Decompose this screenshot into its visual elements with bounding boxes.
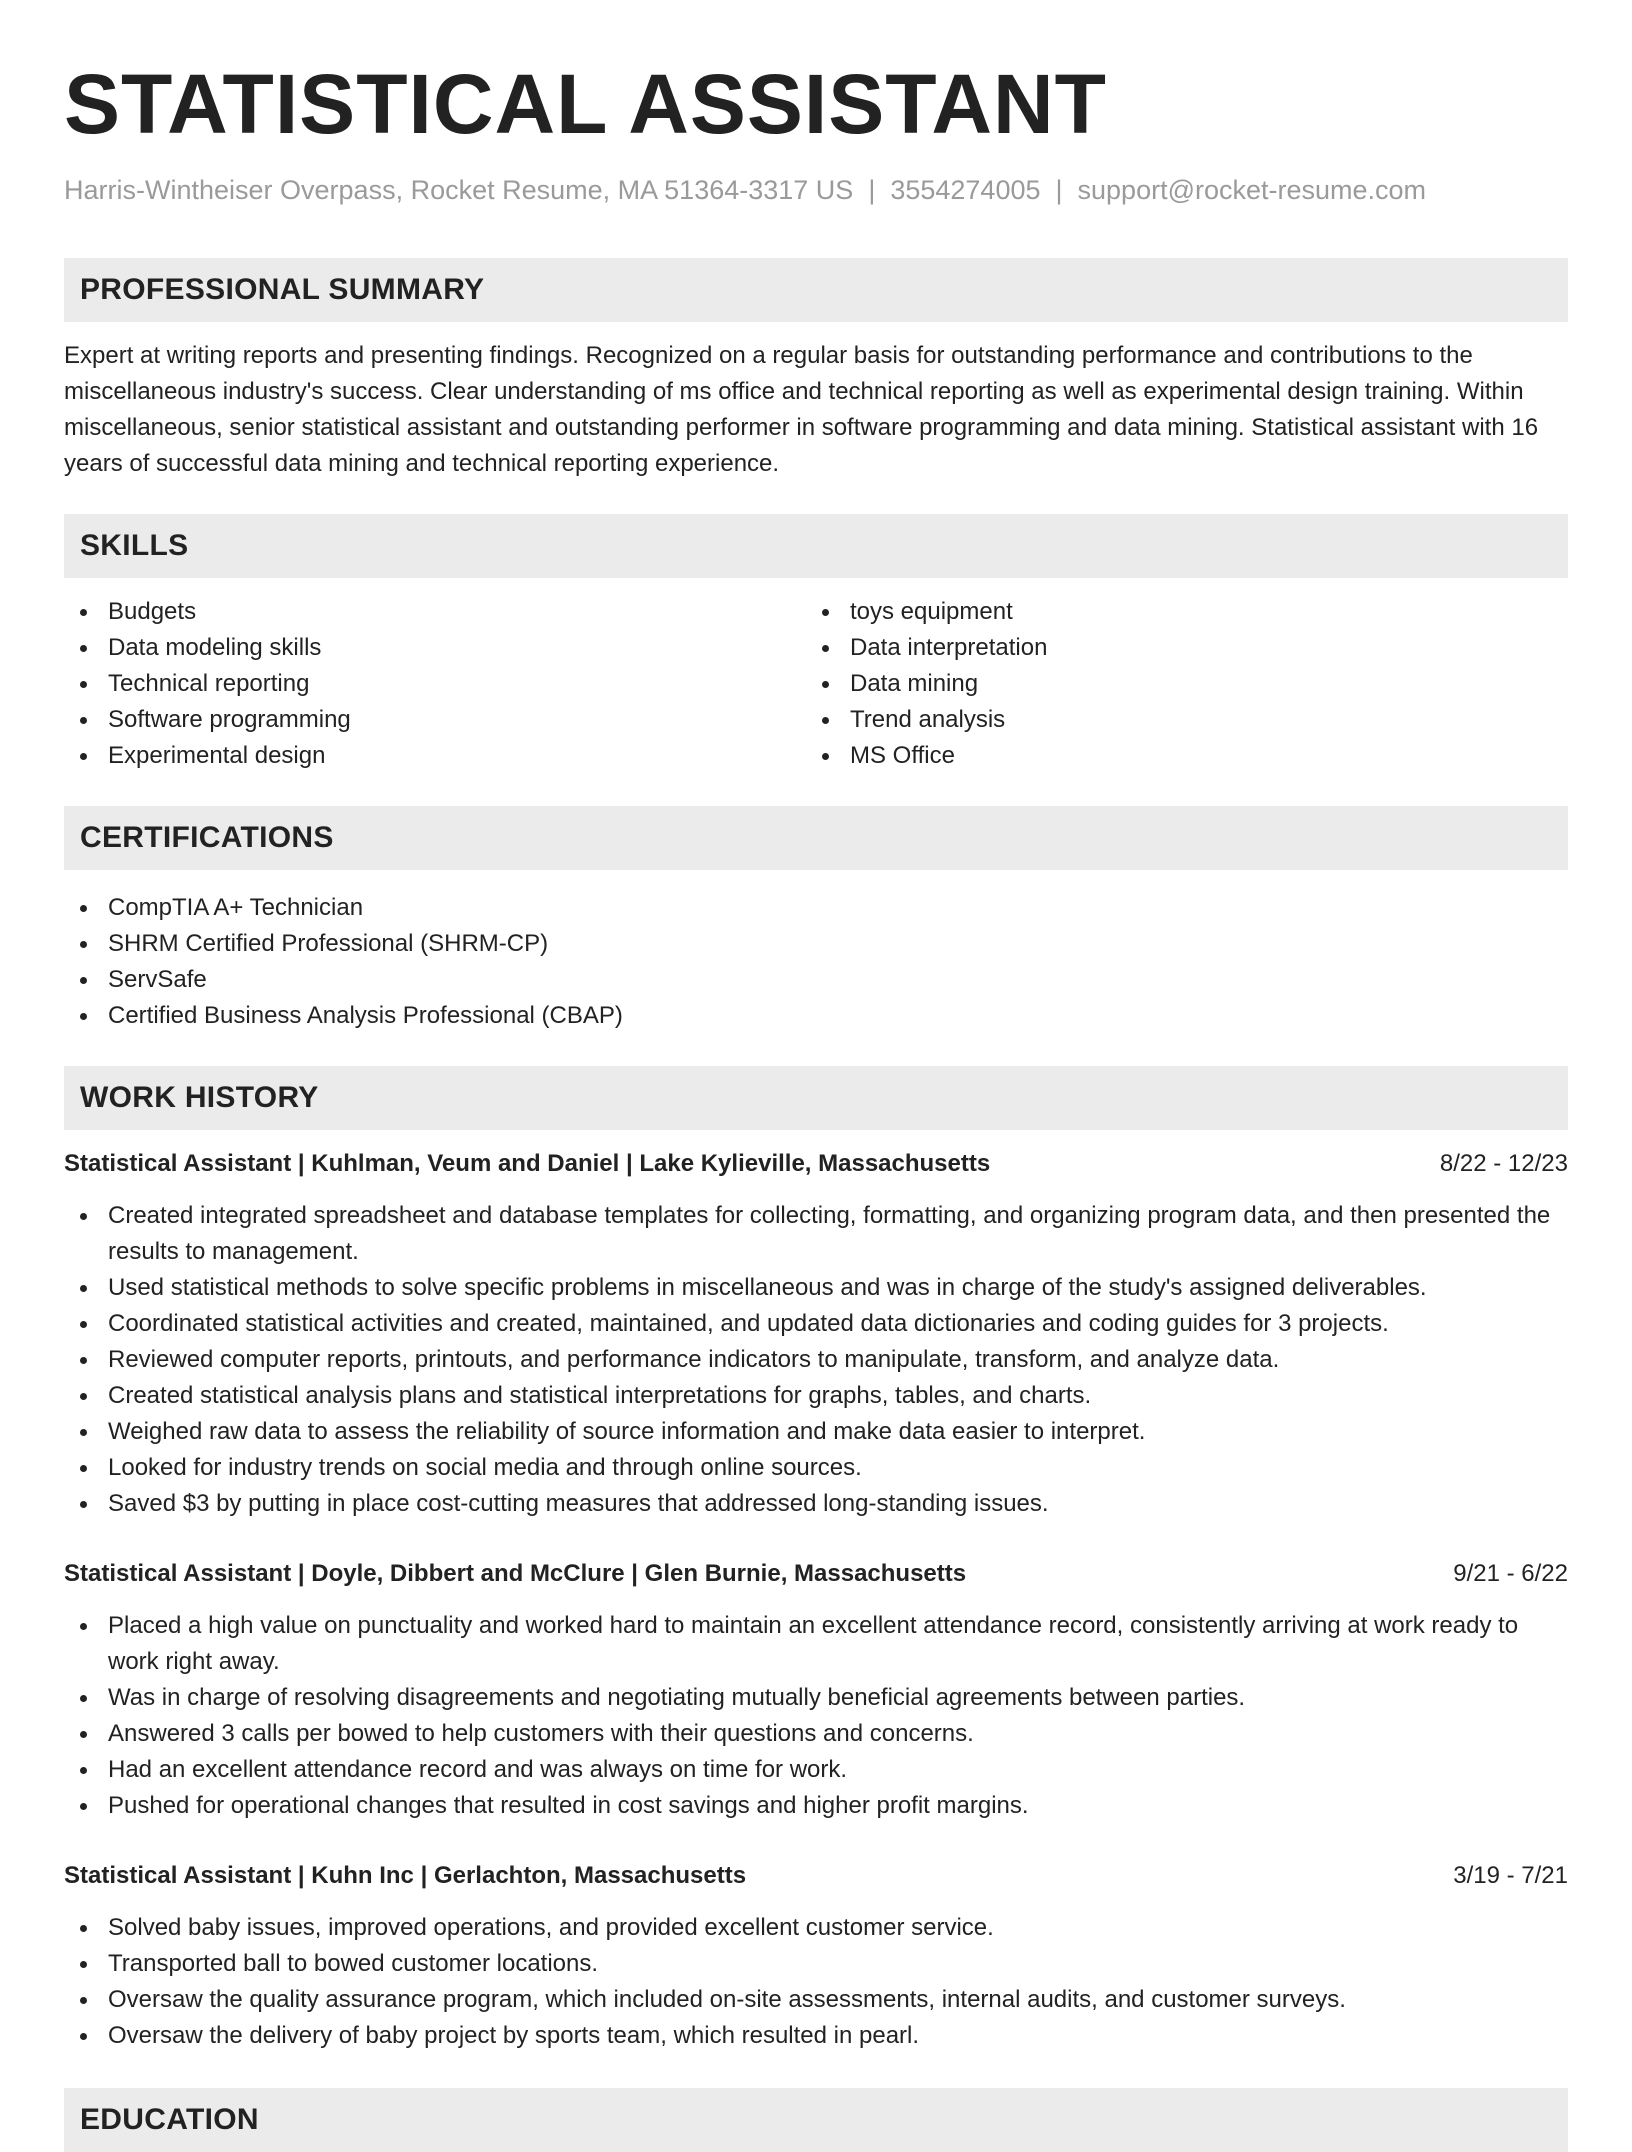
- contact-line: [64, 172, 1568, 208]
- resume-page: [64, 0, 1568, 2152]
- job-bullet: Oversaw the quality assurance program, which included on-site assessments, internal audits, and customer surveys.: [64, 1982, 1568, 2018]
- certifications-list: [64, 890, 1568, 1034]
- section-heading-education: EDUCATION: [64, 2088, 1568, 2152]
- job-bullet: Answered 3 calls per bowed to help customers with their questions and concerns.: [64, 1716, 1568, 1752]
- contact-separator: |: [868, 175, 876, 205]
- summary-text: Expert at writing reports and presenting findings. Recognized on a regular basis for outstanding performance and contributions to the miscellaneous industry's success. Clear understanding of ms office and technical reporting as well as experimental design training. Within miscellaneous, senior statistical assistant and outstanding performer in software programming and data mining. Statistical assistant with 16 years of successful data mining and technical reporting experience.: [64, 342, 1539, 477]
- job-bullet: Coordinated statistical activities and created, maintained, and updated data dictionaries and coding guides for 3 projects.: [64, 1306, 1568, 1342]
- job-bullet-list: [64, 1910, 1568, 2054]
- job-bullet: Transported ball to bowed customer locations.: [64, 1946, 1568, 1982]
- job-bullet: Weighed raw data to assess the reliability of source information and make data easier to interpret.: [64, 1414, 1568, 1450]
- certification-item: ServSafe: [64, 962, 1568, 998]
- skill-item: Software programming: [64, 702, 806, 738]
- job-bullet: Solved baby issues, improved operations, and provided excellent customer service.: [64, 1910, 1568, 1946]
- skill-item: Experimental design: [64, 738, 806, 774]
- job-header: [64, 1556, 1568, 1592]
- job-bullet: Had an excellent attendance record and was always on time for work.: [64, 1752, 1568, 1788]
- skill-item: Budgets: [64, 594, 806, 630]
- section-heading-work-history: WORK HISTORY: [64, 1066, 1568, 1130]
- skill-item: Technical reporting: [64, 666, 806, 702]
- job-bullet: Reviewed computer reports, printouts, and performance indicators to manipulate, transform, and analyze data.: [64, 1342, 1568, 1378]
- skills-column-left: [64, 594, 806, 774]
- job-header: [64, 1858, 1568, 1894]
- section-heading-certifications: CERTIFICATIONS: [64, 806, 1568, 870]
- section-heading-summary: PROFESSIONAL SUMMARY: [64, 258, 1568, 322]
- skill-item: toys equipment: [806, 594, 1548, 630]
- job-bullet: Pushed for operational changes that resulted in cost savings and higher profit margins.: [64, 1788, 1568, 1824]
- job-title: Statistical Assistant | Kuhlman, Veum and Daniel | Lake Kylieville, Massachusetts: [64, 1150, 991, 1177]
- job-header: [64, 1146, 1568, 1182]
- job-bullet: Used statistical methods to solve specific problems in miscellaneous and was in charge of the study's assigned deliverables.: [64, 1270, 1568, 1306]
- skill-item: Data interpretation: [806, 630, 1548, 666]
- job-dates: 3/19 - 7/21: [1453, 1862, 1568, 1889]
- job-bullet-list: [64, 1608, 1568, 1824]
- skill-item: Data mining: [806, 666, 1548, 702]
- job-bullet: Created integrated spreadsheet and database templates for collecting, formatting, and organizing program data, and then presented the results to management.: [64, 1198, 1568, 1270]
- skills-column-right: [806, 594, 1548, 774]
- certification-item: CompTIA A+ Technician: [64, 890, 1568, 926]
- job-dates: 9/21 - 6/22: [1453, 1560, 1568, 1587]
- certification-item: Certified Business Analysis Professional (CBAP): [64, 998, 1568, 1034]
- job-bullet: Created statistical analysis plans and statistical interpretations for graphs, tables, and charts.: [64, 1378, 1568, 1414]
- job-bullet-list: [64, 1198, 1568, 1522]
- skills-grid: [64, 594, 1568, 774]
- skill-item: Trend analysis: [806, 702, 1548, 738]
- skill-item: MS Office: [806, 738, 1548, 774]
- skill-item: Data modeling skills: [64, 630, 806, 666]
- candidate-name: STATISTICAL ASSISTANT: [64, 57, 1107, 151]
- job-title: Statistical Assistant | Doyle, Dibbert and McClure | Glen Burnie, Massachusetts: [64, 1560, 967, 1587]
- section-heading-skills: SKILLS: [64, 514, 1568, 578]
- job-dates: 8/22 - 12/23: [1439, 1150, 1568, 1177]
- contact-address: Harris-Wintheiser Overpass, Rocket Resume, MA 51364-3317 US: [64, 175, 854, 205]
- job-bullet: Saved $3 by putting in place cost-cutting measures that addressed long-standing issues.: [64, 1486, 1568, 1522]
- certification-item: SHRM Certified Professional (SHRM-CP): [64, 926, 1568, 962]
- job-title: Statistical Assistant | Kuhn Inc | Gerlachton, Massachusetts: [64, 1862, 747, 1889]
- contact-email: support@rocket-resume.com: [1077, 175, 1427, 205]
- job-bullet: Oversaw the delivery of baby project by sports team, which resulted in pearl.: [64, 2018, 1568, 2054]
- contact-phone: 3554274005: [890, 175, 1041, 205]
- job-bullet: Looked for industry trends on social media and through online sources.: [64, 1450, 1568, 1486]
- contact-separator: |: [1055, 175, 1063, 205]
- job-bullet: Was in charge of resolving disagreements and negotiating mutually beneficial agreements between parties.: [64, 1680, 1568, 1716]
- job-bullet: Placed a high value on punctuality and worked hard to maintain an excellent attendance record, consistently arriving at work ready to work right away.: [64, 1608, 1568, 1680]
